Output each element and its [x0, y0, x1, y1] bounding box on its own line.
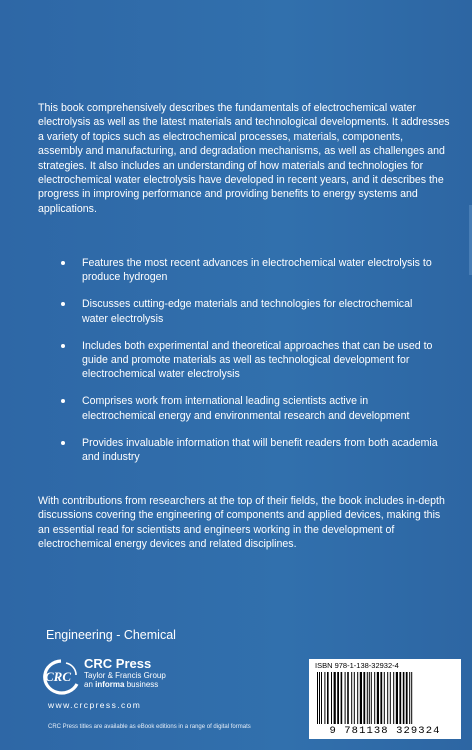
- barcode-bar: [403, 672, 405, 724]
- barcode-bar: [396, 672, 398, 724]
- barcode-bar: [351, 672, 352, 724]
- list-item: Features the most recent advances in electrochemical water electrolysis to produce hydrogen: [60, 256, 440, 285]
- barcode-bar: [399, 672, 401, 724]
- list-item: Includes both experimental and theoretical approaches that can be used to guide and promote materials as well as technological development for electrochemical water electrolysis: [60, 339, 440, 382]
- barcode-bar: [345, 672, 346, 724]
- list-item: Comprises work from international leading scientists active in electrochemical energy and environmental research and development: [60, 394, 440, 423]
- barcode-bar: [393, 672, 394, 724]
- barcode-bar: [390, 672, 391, 724]
- subject-category: Engineering - Chemical: [46, 628, 176, 642]
- closing-paragraph: With contributions from researchers at the top of their fields, the book includes in-depth discussions covering the engineering of components and applied devices, making this an essential read for scientists and engineers working in the development of electrochemical energy devices and related disciplines.: [38, 495, 445, 551]
- bullet-icon: [61, 302, 65, 306]
- barcode-bar: [360, 672, 362, 724]
- barcode-bar: [374, 672, 375, 724]
- barcode-bar: [367, 672, 368, 724]
- barcode-bar: [384, 672, 385, 724]
- barcode-bar: [321, 672, 322, 724]
- barcode-bar: [337, 672, 339, 724]
- barcode-bar: [357, 672, 358, 724]
- barcode-bar: [319, 672, 320, 724]
- barcode-bar: [369, 672, 370, 724]
- barcode-bar: [363, 672, 365, 724]
- isbn-label: ISBN 978-1-138-32932-4: [315, 661, 399, 670]
- bullet-icon: [61, 399, 65, 403]
- barcode-bar: [371, 672, 372, 724]
- barcode-bar: [377, 672, 379, 724]
- bullet-icon: [61, 261, 65, 265]
- barcode-bar: [411, 672, 412, 724]
- intro-paragraph: This book comprehensively describes the fundamentals of electrochemical water electrolysis as well as the latest materials and technological developments. It addresses a variety of topics such as electrochemical processes, materials, components, assembly and manufacturing, and degradation mechanisms, as well as challenges and strategies. It also includes an understanding of how materials and technologies for electrochemical water electrolysis have developed in recent years, and it describes the progress in improving performance and providing benefits to energy systems and applications.: [38, 102, 450, 215]
- barcode-bar: [380, 672, 382, 724]
- barcode-bar: [347, 672, 349, 724]
- barcode-bar: [341, 672, 343, 724]
- barcode-bar: [324, 672, 325, 724]
- feature-list: [60, 256, 440, 477]
- barcode-bar: [354, 672, 355, 724]
- barcode-bar: [387, 672, 388, 724]
- bullet-icon: [61, 441, 65, 445]
- publisher-business: an informa business: [84, 680, 159, 690]
- barcode: [309, 659, 461, 739]
- barcode-bar: [334, 672, 336, 724]
- barcode-bar: [331, 672, 332, 724]
- list-item: Provides invaluable information that will benefit readers from both academia and industry: [60, 436, 440, 465]
- publisher-block: [84, 657, 166, 690]
- publisher-name: CRC Press: [84, 656, 152, 671]
- bullet-icon: [61, 344, 65, 348]
- publisher-group: Taylor & Francis Group: [84, 671, 166, 681]
- ebook-note: CRC Press titles are available as eBook editions in a range of digital formats: [48, 724, 251, 730]
- publisher-website: www.crcpress.com: [48, 700, 142, 710]
- list-item: Discusses cutting-edge materials and technologies for electrochemical water electrolysis: [60, 297, 440, 326]
- barcode-bars: [315, 672, 455, 724]
- barcode-bar: [406, 672, 408, 724]
- barcode-bar: [327, 672, 329, 724]
- logo-text: CRC: [44, 669, 72, 684]
- barcode-bar: [317, 672, 318, 724]
- barcode-bar: [409, 672, 410, 724]
- crc-logo-icon: [36, 657, 82, 695]
- barcode-digits: 9 781138 329324: [329, 725, 441, 737]
